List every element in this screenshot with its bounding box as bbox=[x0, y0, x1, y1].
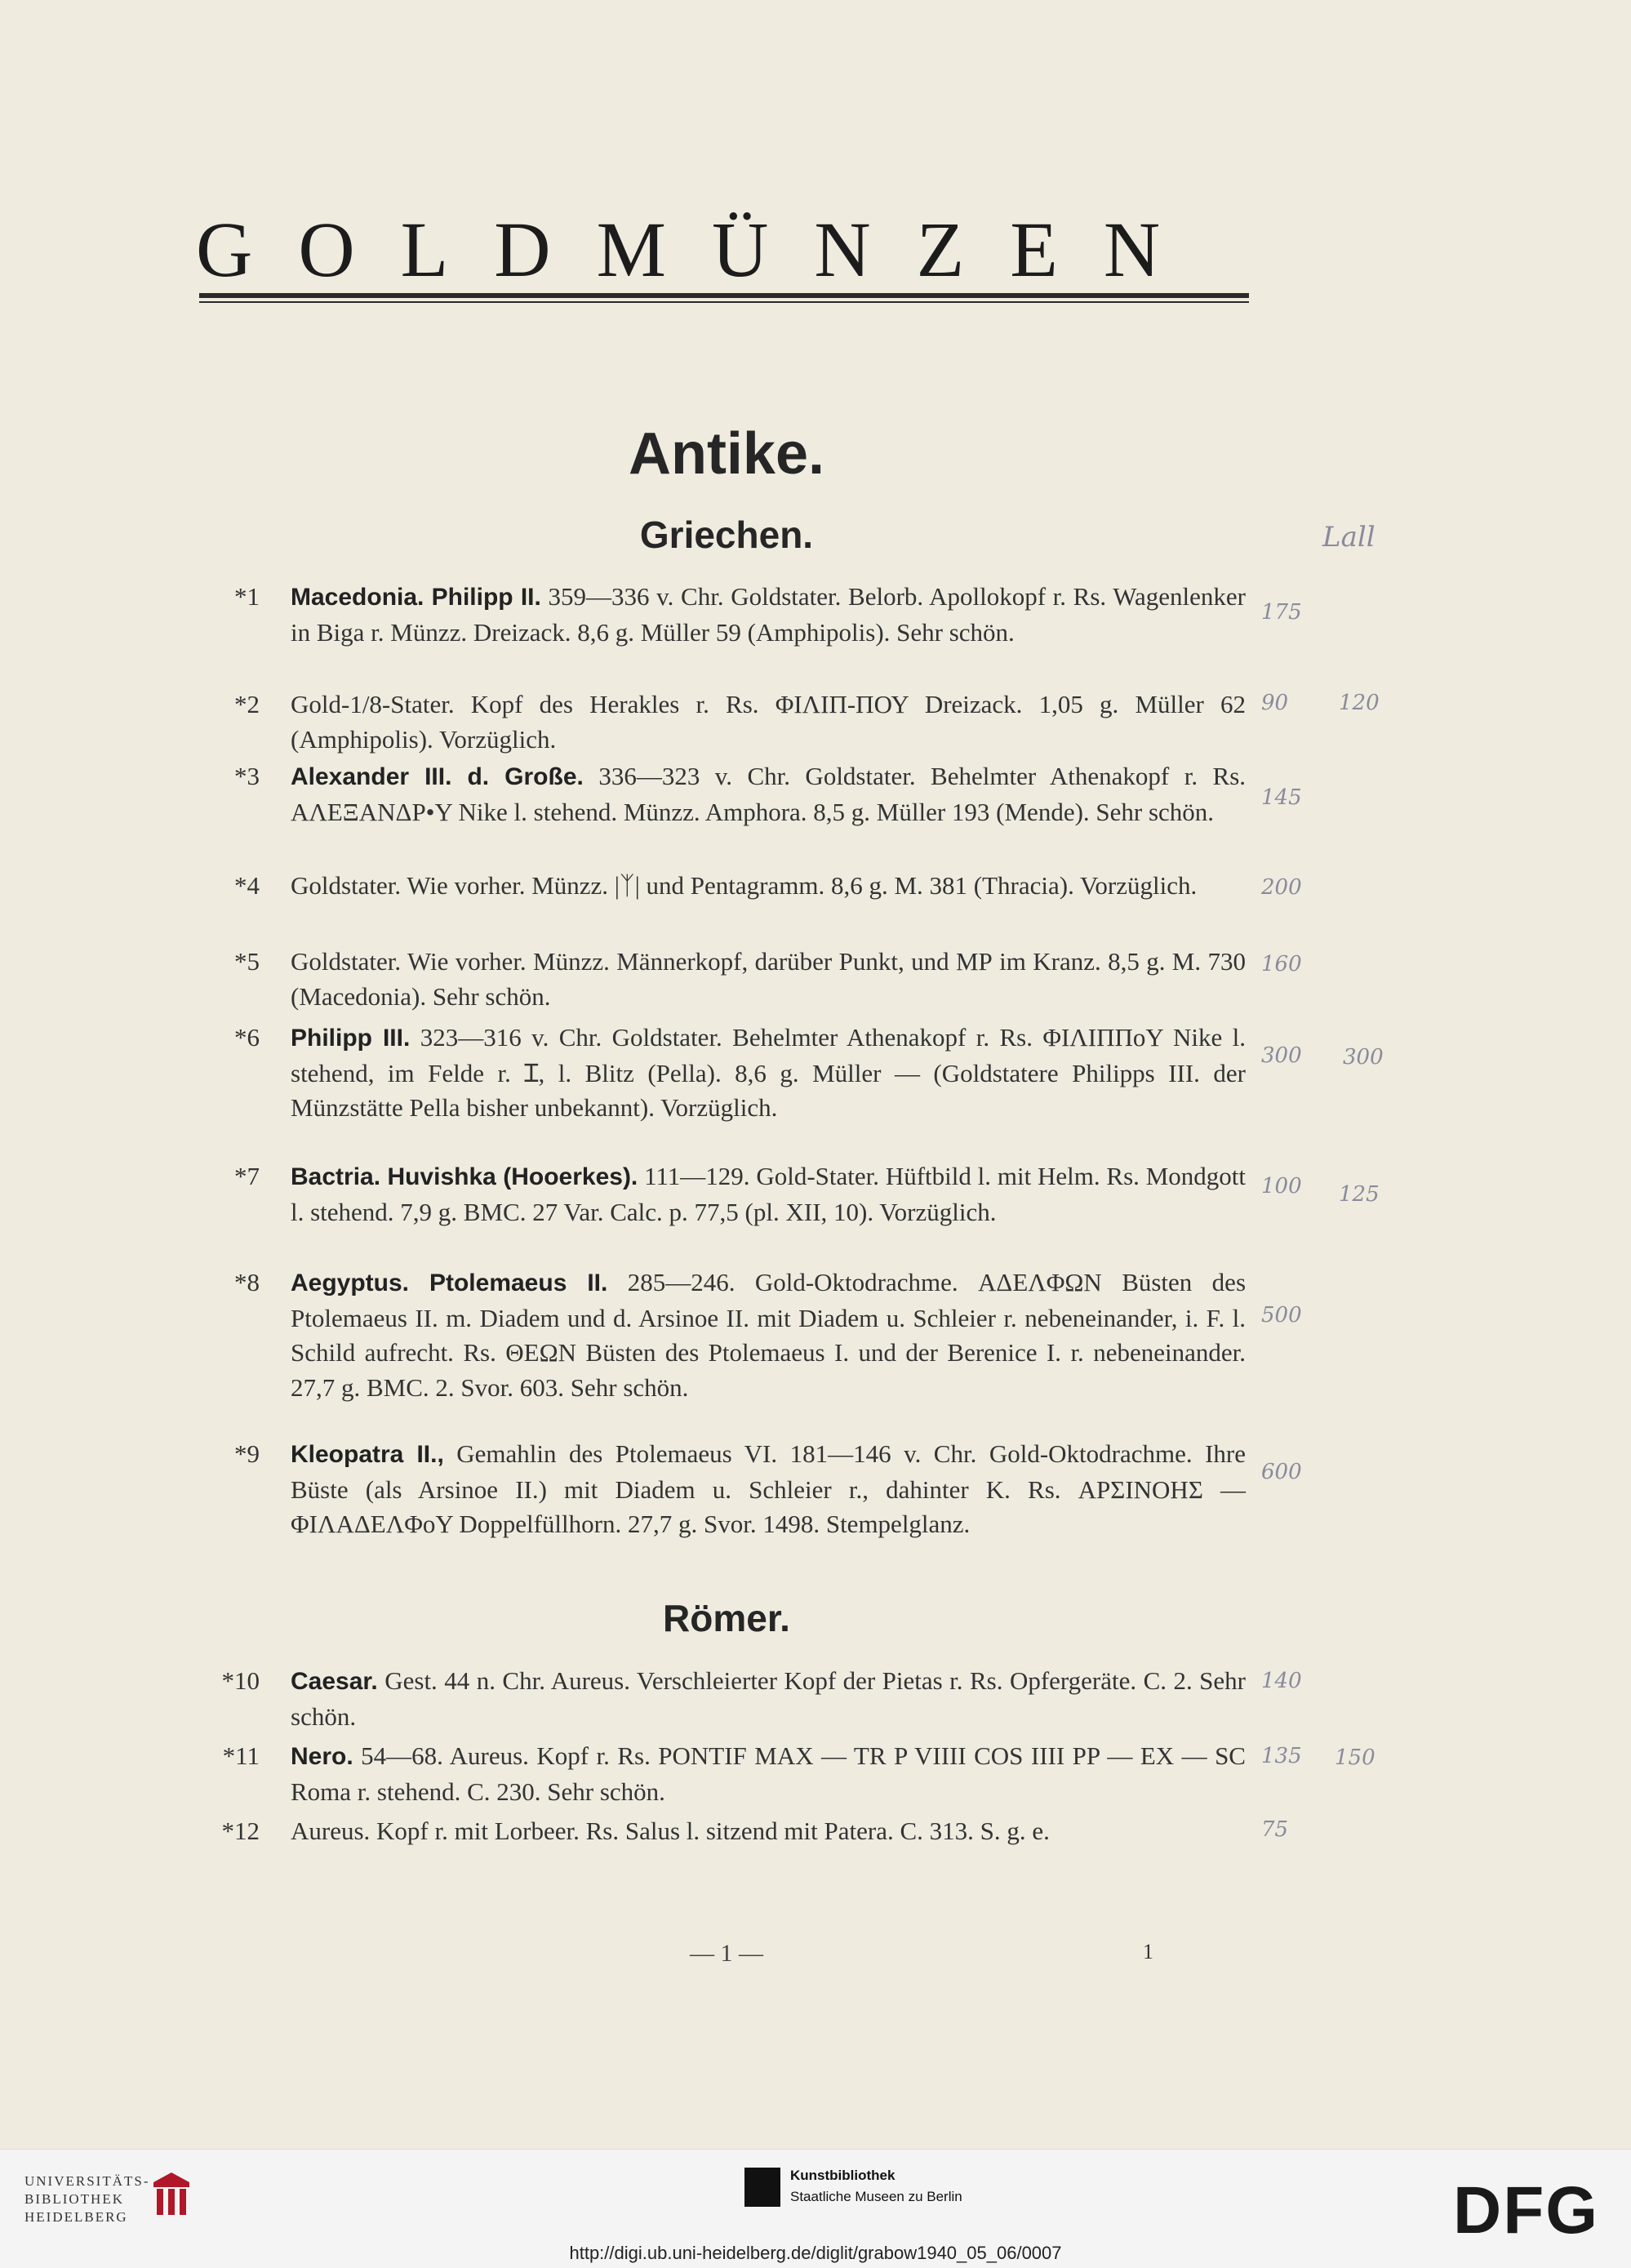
list-item bbox=[204, 869, 1249, 939]
price-note: 500 bbox=[1261, 1303, 1302, 1327]
entry-number: *2 bbox=[234, 690, 260, 718]
price-note: 75 bbox=[1261, 1817, 1289, 1842]
kunstbibliothek-logo-icon bbox=[744, 2168, 780, 2207]
list-item bbox=[204, 1437, 1249, 1576]
entry-lead: Caesar. bbox=[291, 1668, 378, 1695]
subsection-heading-griechen: Griechen. bbox=[639, 514, 814, 556]
entry-lead: Philipp III. bbox=[291, 1025, 411, 1052]
entry-lead: Aegyptus. Ptolemaeus II. bbox=[291, 1270, 608, 1296]
entry-text: Aureus. Kopf r. mit Lorbeer. Rs. Salus l. sitzend mit Patera. C. 313. S. g. e. bbox=[291, 1817, 1050, 1845]
list-item bbox=[204, 1159, 1249, 1264]
price-note: 600 bbox=[1261, 1460, 1302, 1484]
entry-lead: Macedonia. Philipp II. bbox=[291, 584, 541, 611]
entry-text: Gemahlin des Ptolemaeus VI. 181—146 v. Chr. Gold-Oktodrachme. Ihre Büste (als Arsinoe II.) mit Diadem u. Schleier r., dahinter K. Rs. ΑΡΣΙΝΟΗΣ — ΦΙΛΑΔΕΛΦοΥ Doppelfüllhorn. 27,7 g. Svor. 1498. Stempelglanz. bbox=[291, 1439, 1246, 1538]
university-line: UNIVERSITÄTS- bbox=[24, 2173, 150, 2189]
list-item bbox=[204, 1664, 1249, 1734]
entry-text: Goldstater. Wie vorher. Münzz. |ᛉ| und Pentagramm. 8,6 g. M. 381 (Thracia). Vorzüglich. bbox=[291, 871, 1198, 900]
kunstbibliothek-subtitle: Staatliche Museen zu Berlin bbox=[790, 2189, 962, 2204]
price-note: 160 bbox=[1261, 952, 1302, 976]
list-item bbox=[204, 1739, 1249, 1809]
entry-lead: Kleopatra II., bbox=[291, 1441, 444, 1468]
list-item bbox=[204, 759, 1249, 864]
entry-lead: Alexander III. d. Große. bbox=[291, 763, 584, 790]
list-item bbox=[204, 1814, 1249, 1884]
entry-number: *11 bbox=[222, 1741, 260, 1770]
list-item bbox=[204, 945, 1249, 1015]
page-number: — 1 — bbox=[690, 1940, 763, 1967]
price-note: 175 bbox=[1261, 600, 1302, 625]
entry-text: 54—68. Aureus. Kopf r. Rs. PONTIF MAX — TR P VIIII COS IIII PP — EX — SC Roma r. stehend. C. 230. Sehr schön. bbox=[291, 1741, 1246, 1806]
price-note: 200 bbox=[1261, 875, 1302, 900]
entry-number: *6 bbox=[234, 1023, 260, 1052]
entry-text: 285—246. Gold-Oktodrachme. ΑΔΕΛΦΩΝ Büsten des Ptolemaeus II. m. Diadem und d. Arsinoe II. mit Diadem u. Schleier r. nebeneinander, i. F. l. Schild aufrecht. Rs. ΘΕΩΝ Büsten des Ptolemaeus I. und der Berenice I. r. nebeneinander. 27,7 g. BMC. 2. Svor. 603. Sehr schön. bbox=[291, 1268, 1247, 1402]
entry-number: *10 bbox=[221, 1666, 260, 1695]
margin-note-top: Lall bbox=[1322, 521, 1375, 554]
price-note: 145 bbox=[1261, 785, 1302, 810]
section-heading-antike: Antike. bbox=[628, 421, 825, 487]
entry-lead: Nero. bbox=[291, 1743, 353, 1770]
university-line: BIBLIOTHEK bbox=[24, 2191, 124, 2207]
list-item bbox=[204, 1021, 1249, 1159]
entry-text: Gold-1/8-Stater. Kopf des Herakles r. Rs. ΦΙΛΙΠ-ΠΟΥ Dreizack. 1,05 g. Müller 62 (Amphipolis). Vorzüglich. bbox=[291, 690, 1246, 754]
entry-number: *4 bbox=[234, 871, 260, 900]
university-line: HEIDELBERG bbox=[24, 2209, 128, 2225]
dfg-logo[interactable]: DFG bbox=[1453, 2173, 1600, 2248]
entry-number: *12 bbox=[221, 1817, 260, 1845]
university-emblem-icon bbox=[147, 2166, 196, 2223]
entry-text: 323—316 v. Chr. Goldstater. Behelmter Athenakopf r. Rs. ΦΙΛΙΠΠοΥ Nike l. stehend, im Felde r. Ɪ, l. Blitz (Pella). 8,6 g. Müller — (Goldstatere Philipps III. der Münzstätte Pella bisher unbekannt). Vorzüglich. bbox=[291, 1023, 1247, 1122]
price-note: 140 bbox=[1261, 1669, 1302, 1693]
price-note: 120 bbox=[1339, 691, 1380, 715]
entry-text: Gest. 44 n. Chr. Aureus. Verschleierter Kopf der Pietas r. Rs. Opfergeräte. C. 2. Sehr schön. bbox=[291, 1666, 1247, 1731]
title-rule-thin bbox=[199, 301, 1249, 303]
footer-bar bbox=[0, 2149, 1631, 2268]
price-note: 300 bbox=[1343, 1045, 1384, 1070]
subsection-heading-roemer: Römer. bbox=[663, 1597, 790, 1639]
entry-text: 111—129. Gold-Stater. Hüftbild l. mit Helm. Rs. Mondgott l. stehend. 7,9 g. BMC. 27 Var. Calc. p. 77,5 (pl. XII, 10). Vorzüglich. bbox=[291, 1162, 1247, 1226]
entry-number: *8 bbox=[234, 1268, 260, 1296]
price-note: 100 bbox=[1261, 1174, 1302, 1198]
entry-number: *5 bbox=[234, 947, 260, 976]
kunstbibliothek-title[interactable]: Kunstbibliothek bbox=[790, 2168, 895, 2183]
page-title: GOLDMÜNZEN bbox=[196, 206, 1207, 293]
page-mark: 1 bbox=[1143, 1940, 1153, 1963]
entry-lead: Bactria. Huvishka (Hooerkes). bbox=[291, 1163, 638, 1190]
source-url-link[interactable]: http://digi.ub.uni-heidelberg.de/diglit/grabow1940_05_06/0007 bbox=[569, 2243, 1062, 2263]
entry-text: 336—323 v. Chr. Goldstater. Behelmter Athenakopf r. Rs. ΑΛΕΞΑΝΔΡ•Υ Nike l. stehend. Münzz. Amphora. 8,5 g. Müller 193 (Mende). Sehr schön. bbox=[291, 762, 1247, 826]
price-note: 150 bbox=[1335, 1745, 1375, 1770]
list-item bbox=[204, 1265, 1249, 1440]
list-item bbox=[204, 580, 1249, 684]
entry-number: *7 bbox=[234, 1162, 260, 1190]
price-note: 90 bbox=[1261, 691, 1289, 715]
title-rule bbox=[199, 293, 1249, 298]
entry-number: *9 bbox=[234, 1439, 260, 1468]
entry-number: *3 bbox=[234, 762, 260, 790]
entry-number: *1 bbox=[234, 582, 260, 611]
entry-text: Goldstater. Wie vorher. Münzz. Männerkopf, darüber Punkt, und ΜΡ im Kranz. 8,5 g. M. 730 (Macedonia). Sehr schön. bbox=[291, 947, 1246, 1011]
price-note: 135 bbox=[1261, 1744, 1302, 1768]
price-note: 125 bbox=[1339, 1182, 1380, 1207]
price-note: 300 bbox=[1261, 1043, 1302, 1068]
list-item bbox=[204, 687, 1249, 758]
entry-text: 359—336 v. Chr. Goldstater. Belorb. Apollokopf r. Rs. Wagenlenker in Biga r. Münzz. Dreizack. 8,6 g. Müller 59 (Amphipolis). Sehr schön. bbox=[291, 582, 1247, 647]
